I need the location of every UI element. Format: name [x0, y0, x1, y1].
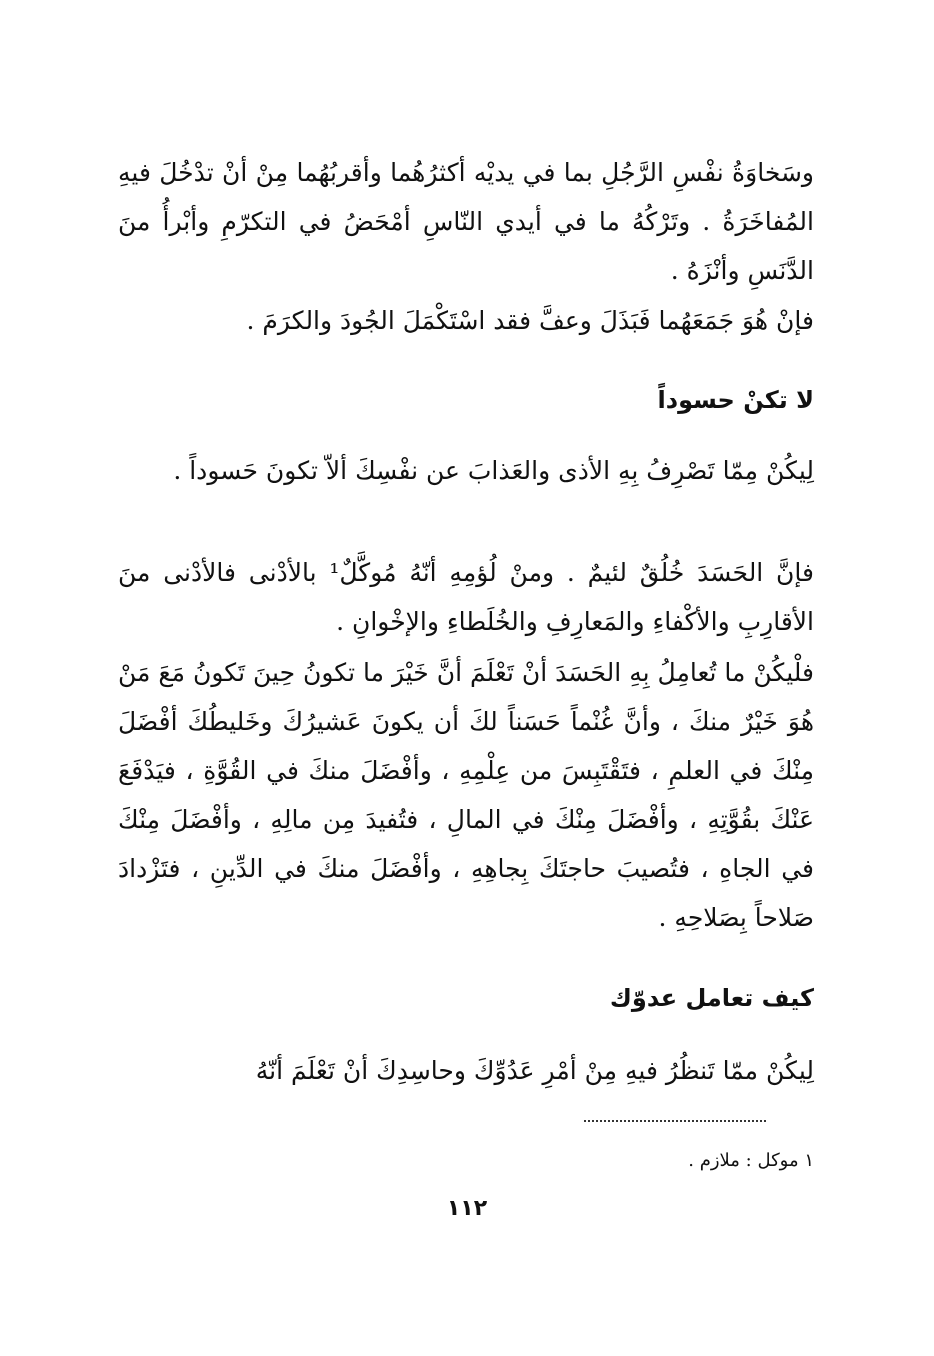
paragraph-envy-nature: فإنَّ الحَسَدَ خُلُقٌ لئيمٌ . ومنْ لُؤمِهِ أنّهُ مُوكَّلٌ¹ بالأدْنى فالأدْنى منَ الأقارِبِ والأكْفاءِ والمَعارِفِ والخُلَطاءِ والإخْوانِ . [118, 558, 814, 636]
paragraph-envy-remedy: فلْيكُنْ ما تُعامِلُ بِهِ الحَسَدَ أنْ تَعْلَمَ أنَّ خَيْرَ ما تكونُ حِينَ تَكونُ مَعَ مَنْ هُوَ خَيْرٌ منكَ ، وأنَّ غُنْماً حَسَناً لكَ أن يكونَ عَشيرُكَ وخَليطُكَ أفْضَلَ مِنْكَ في العلمِ ، فتَقْتَبِسَ من عِلْمِهِ ، وأفْضَلَ منكَ في القُوَّةِ ، فيَدْفَعَ عَنْكَ بقُوَّتِهِ ، وأفْضَلَ مِنْكَ في المالِ ، فتُفيدَ مِن مالِهِ ، وأفْضَلَ مِنْكَ في الجاهِ ، فتُصيبَ حاجتَكَ بِجاهِهِ ، وأفْضَلَ منكَ في الدِّينِ ، فتَزْدادَ صَلاحاً بِصَلاحِهِ . [118, 658, 814, 932]
page-number: ١١٢ [446, 1196, 488, 1221]
paragraph-generosity-conclusion: فإنْ هُوَ جَمَعَهُما فَبَذَلَ وعفَّ فقد اسْتَكْمَلَ الجُودَ والكرَمَ . [246, 306, 814, 335]
footnote-separator [584, 1120, 766, 1122]
footnote: ١ موكل : ملازم . [688, 1150, 814, 1171]
section-heading-envy: لا تكنْ حسوداً [657, 386, 814, 414]
section-heading-enemy: كيف تعامل عدوّك [609, 984, 814, 1012]
paragraph-enemy-intro: لِيكُنْ ممّا تَنظُرُ فيهِ مِنْ أمْرِ عَدُوِّكَ وحاسِدِكَ أنْ تَعْلَمَ أنّهُ [255, 1056, 814, 1085]
paragraph-envy-intro: لِيكُنْ مِمّا تَصْرِفُ بِهِ الأذى والعَذابَ عن نفْسِكَ ألاّ تكونَ حَسوداً . [173, 456, 814, 485]
paragraph-generosity: وسَخاوَةُ نفْسِ الرَّجُلِ بما في يديْه أكثرُهُما وأقربُهُما مِنْ أنْ تدْخُلَ فيهِ المُفاخَرَةُ . وتَرْكُهُ ما في أيدي النّاسِ أمْحَضُ في التكرّمِ وأبْرأُ منَ الدَّنَسِ وأنْزَهُ . [118, 158, 814, 285]
